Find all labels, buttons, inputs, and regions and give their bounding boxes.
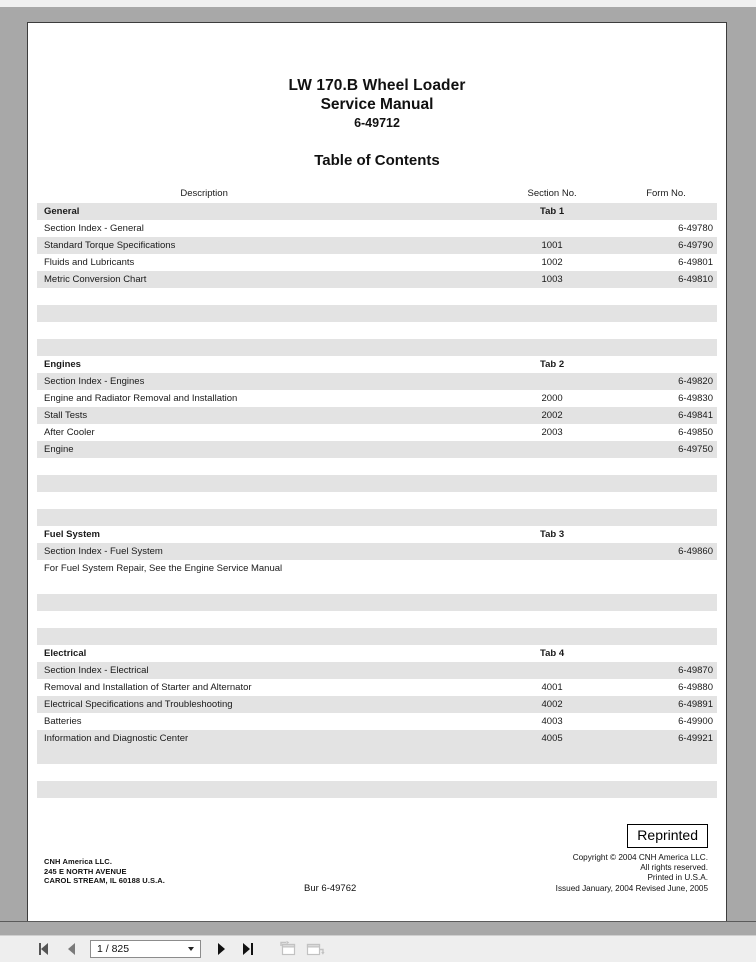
toc-cell-description xyxy=(37,339,489,356)
page-title-block xyxy=(28,76,726,169)
toc-cell-section-no xyxy=(489,781,615,798)
toc-section-row[interactable] xyxy=(37,203,717,220)
toc-cell-form-no xyxy=(615,339,717,356)
toc-cell-form-no xyxy=(615,203,717,220)
toc-spacer-row xyxy=(37,594,717,611)
toc-cell-section-no xyxy=(489,441,615,458)
column-header-description: Description xyxy=(180,188,228,199)
toc-header-row xyxy=(37,188,717,203)
previous-page-icon[interactable] xyxy=(63,940,81,959)
page-subtitle: Service Manual xyxy=(320,96,434,113)
toc-cell-description xyxy=(37,288,489,305)
toc-cell-form-no xyxy=(615,509,717,526)
toc-spacer-row xyxy=(37,492,717,509)
toc-item-row[interactable] xyxy=(37,237,717,254)
page-document-number: 6-49712 xyxy=(354,116,400,130)
toc-cell-section-no xyxy=(489,373,615,390)
toc-cell-description: Section Index - Engines xyxy=(37,373,489,390)
chevron-down-icon[interactable] xyxy=(188,947,194,951)
toc-cell-section-no xyxy=(489,628,615,645)
toc-cell-form-no: 6-49801 xyxy=(678,257,713,268)
toc-cell-section-no xyxy=(489,288,615,305)
page-title: LW 170.B Wheel Loader xyxy=(288,77,466,94)
toc-cell-description: Fuel System xyxy=(44,529,100,540)
toc-cell-section-no: 4001 xyxy=(541,682,563,693)
toc-cell-description xyxy=(37,509,489,526)
toc-spacer-row xyxy=(37,781,717,798)
issued-line: Issued January, 2004 Revised June, 2005 xyxy=(555,883,708,893)
toc-item-row[interactable] xyxy=(37,441,717,458)
toc-cell-description: Electrical Specifications and Troubleshooting xyxy=(37,696,489,713)
toc-cell-form-no xyxy=(615,458,717,475)
toc-spacer-row xyxy=(37,628,717,645)
toc-cell-section-no xyxy=(489,458,615,475)
toc-cell-description xyxy=(37,458,489,475)
toc-cell-description: After Cooler xyxy=(44,427,95,438)
toc-cell-form-no xyxy=(615,322,717,339)
toc-cell-description: Engine and Radiator Removal and Installation xyxy=(44,393,238,404)
toc-cell-section-no xyxy=(489,492,615,509)
toc-spacer-row xyxy=(37,288,717,305)
toc-section-row[interactable] xyxy=(37,526,717,543)
publisher-address xyxy=(44,857,165,886)
toc-heading: Table of Contents xyxy=(314,152,440,169)
toc-cell-form-no xyxy=(615,560,717,577)
toc-cell-form-no: 6-49830 xyxy=(678,393,713,404)
toc-cell-section-no xyxy=(489,594,615,611)
toc-cell-section-no xyxy=(489,577,615,594)
toc-spacer-row xyxy=(37,305,717,322)
toc-cell-form-no xyxy=(615,781,717,798)
bur-number: Bur 6-49762 xyxy=(304,883,357,894)
toc-spacer-row xyxy=(37,611,717,628)
toc-cell-section-no xyxy=(489,220,615,237)
toc-spacer-row xyxy=(37,764,717,781)
copyright-line: Copyright © 2004 CNH America LLC. xyxy=(572,853,708,862)
toc-cell-form-no xyxy=(615,288,717,305)
reprint-stamp-row xyxy=(28,824,726,848)
toc-spacer-row xyxy=(37,475,717,492)
next-page-icon[interactable] xyxy=(212,940,230,959)
toc-cell-section-no xyxy=(489,662,615,679)
toc-cell-section-no: 1002 xyxy=(541,257,563,268)
toc-cell-section-no: 2003 xyxy=(541,427,563,438)
toc-table-wrap xyxy=(37,188,717,798)
first-page-icon[interactable] xyxy=(36,940,54,959)
toc-cell-section-no: Tab 3 xyxy=(540,529,565,540)
toc-cell-section-no: Tab 1 xyxy=(489,203,615,220)
toc-spacer-row xyxy=(37,577,717,594)
toc-cell-form-no: 6-49790 xyxy=(615,237,717,254)
toc-cell-description: Removal and Installation of Starter and Alternator xyxy=(44,682,252,693)
printed-line: Printed in U.S.A. xyxy=(647,873,708,883)
toc-cell-description: Electrical xyxy=(44,648,87,659)
toc-cell-form-no: 6-49860 xyxy=(615,543,717,560)
toc-cell-description xyxy=(37,611,489,628)
toc-cell-section-no: 1001 xyxy=(489,237,615,254)
page-number-value: 1 / 825 xyxy=(97,943,130,955)
toc-cell-section-no xyxy=(489,305,615,322)
toc-item-row[interactable] xyxy=(37,271,717,288)
toc-cell-description xyxy=(37,594,489,611)
toc-cell-form-no: 6-49820 xyxy=(615,373,717,390)
reprinted-stamp: Reprinted xyxy=(627,824,708,848)
toc-cell-description: Metric Conversion Chart xyxy=(37,271,489,288)
toc-spacer-row xyxy=(37,322,717,339)
previous-view-icon[interactable] xyxy=(277,940,297,959)
publisher-address-line-1: 245 E NORTH AVENUE xyxy=(44,866,127,876)
toc-cell-description: Standard Torque Specifications xyxy=(37,237,489,254)
copyright-block xyxy=(556,853,708,894)
toc-cell-section-no: 4005 xyxy=(489,730,615,747)
toc-item-row[interactable] xyxy=(37,373,717,390)
toc-cell-description xyxy=(37,492,489,509)
toc-cell-form-no: 6-49921 xyxy=(615,730,717,747)
toc-cell-description xyxy=(37,305,489,322)
toc-body xyxy=(37,203,717,798)
toc-cell-section-no xyxy=(489,322,615,339)
toc-cell-description: Stall Tests xyxy=(37,407,489,424)
toc-cell-form-no: 6-49880 xyxy=(678,682,713,693)
toc-cell-form-no xyxy=(615,356,717,373)
window-top-strip xyxy=(0,0,756,7)
document-page xyxy=(27,22,727,922)
toc-cell-section-no: 2002 xyxy=(489,407,615,424)
toc-cell-section-no xyxy=(489,747,615,764)
toc-cell-section-no xyxy=(489,475,615,492)
toc-cell-form-no: 6-49900 xyxy=(678,716,713,727)
toc-cell-description: Engines xyxy=(44,359,81,370)
toc-cell-description: Section Index - Electrical xyxy=(37,662,489,679)
toc-cell-description xyxy=(37,747,489,764)
toc-cell-description xyxy=(37,764,489,781)
last-page-icon[interactable] xyxy=(239,940,257,959)
toc-cell-description: Engine xyxy=(37,441,489,458)
toc-cell-form-no: 6-49891 xyxy=(615,696,717,713)
column-header-form-no: Form No. xyxy=(646,188,686,199)
toc-item-row[interactable] xyxy=(37,662,717,679)
toc-cell-section-no: 2000 xyxy=(541,393,563,404)
publisher-address-line-2: CAROL STREAM, IL 60188 U.S.A. xyxy=(44,876,165,885)
toc-item-row[interactable] xyxy=(37,254,717,271)
toc-cell-form-no: 6-49810 xyxy=(615,271,717,288)
toc-spacer-row xyxy=(37,509,717,526)
toc-spacer-row xyxy=(37,747,717,764)
column-header-section-no: Section No. xyxy=(527,188,577,199)
toc-cell-description: Section Index - Fuel System xyxy=(37,543,489,560)
toc-cell-section-no: 1003 xyxy=(489,271,615,288)
toc-section-row[interactable] xyxy=(37,356,717,373)
publisher-company: CNH America LLC. xyxy=(44,857,113,866)
toc-cell-description xyxy=(37,577,489,594)
toc-cell-description: Batteries xyxy=(44,716,82,727)
toc-item-row[interactable] xyxy=(37,424,717,441)
toc-cell-description xyxy=(37,475,489,492)
toc-cell-form-no xyxy=(615,645,717,662)
toc-cell-form-no: 6-49850 xyxy=(678,427,713,438)
toc-cell-form-no: 6-49780 xyxy=(678,223,713,234)
toc-cell-description: Information and Diagnostic Center xyxy=(37,730,489,747)
toc-item-row[interactable] xyxy=(37,679,717,696)
toc-cell-form-no xyxy=(615,747,717,764)
toc-cell-description xyxy=(37,322,489,339)
next-view-icon[interactable] xyxy=(306,940,326,959)
toc-cell-form-no: 6-49870 xyxy=(615,662,717,679)
toc-cell-section-no xyxy=(489,543,615,560)
navigation-toolbar xyxy=(0,935,756,962)
toc-item-row[interactable] xyxy=(37,730,717,747)
toc-cell-section-no xyxy=(489,509,615,526)
toc-item-row[interactable] xyxy=(37,407,717,424)
toc-cell-form-no xyxy=(615,526,717,543)
toc-cell-form-no xyxy=(615,764,717,781)
toc-cell-form-no xyxy=(615,577,717,594)
toc-cell-form-no xyxy=(615,594,717,611)
toc-cell-description: Section Index - General xyxy=(44,223,144,234)
page-footer xyxy=(28,853,726,899)
toc-spacer-row xyxy=(37,339,717,356)
toc-cell-form-no: 6-49841 xyxy=(615,407,717,424)
toc-item-row[interactable] xyxy=(37,713,717,730)
toc-table xyxy=(37,188,717,798)
toc-cell-form-no: 6-49750 xyxy=(615,441,717,458)
toc-item-row[interactable] xyxy=(37,390,717,407)
toc-cell-form-no xyxy=(615,475,717,492)
toc-cell-form-no xyxy=(615,611,717,628)
toc-cell-section-no: Tab 4 xyxy=(540,648,565,659)
toolbar-gray-band xyxy=(0,922,756,935)
toc-item-row[interactable] xyxy=(37,696,717,713)
toc-item-row[interactable] xyxy=(37,220,717,237)
toc-cell-description xyxy=(37,628,489,645)
toc-item-row[interactable] xyxy=(37,543,717,560)
toc-section-row[interactable] xyxy=(37,645,717,662)
toc-cell-section-no xyxy=(489,339,615,356)
toc-cell-section-no: 4002 xyxy=(489,696,615,713)
toc-spacer-row xyxy=(37,458,717,475)
toc-cell-section-no: Tab 2 xyxy=(540,359,565,370)
toc-cell-description: Fluids and Lubricants xyxy=(44,257,135,268)
toc-cell-description xyxy=(37,781,489,798)
toc-cell-form-no xyxy=(615,305,717,322)
toc-item-row[interactable] xyxy=(37,560,717,577)
toc-cell-description: General xyxy=(37,203,489,220)
page-number-select[interactable] xyxy=(90,940,201,958)
toc-cell-section-no xyxy=(489,611,615,628)
toc-cell-section-no xyxy=(489,560,615,577)
rights-line: All rights reserved. xyxy=(640,863,708,873)
toc-cell-form-no xyxy=(615,492,717,509)
toc-cell-section-no: 4003 xyxy=(541,716,563,727)
toc-cell-description: For Fuel System Repair, See the Engine Service Manual xyxy=(44,563,283,574)
toc-cell-form-no xyxy=(615,628,717,645)
toc-cell-section-no xyxy=(489,764,615,781)
